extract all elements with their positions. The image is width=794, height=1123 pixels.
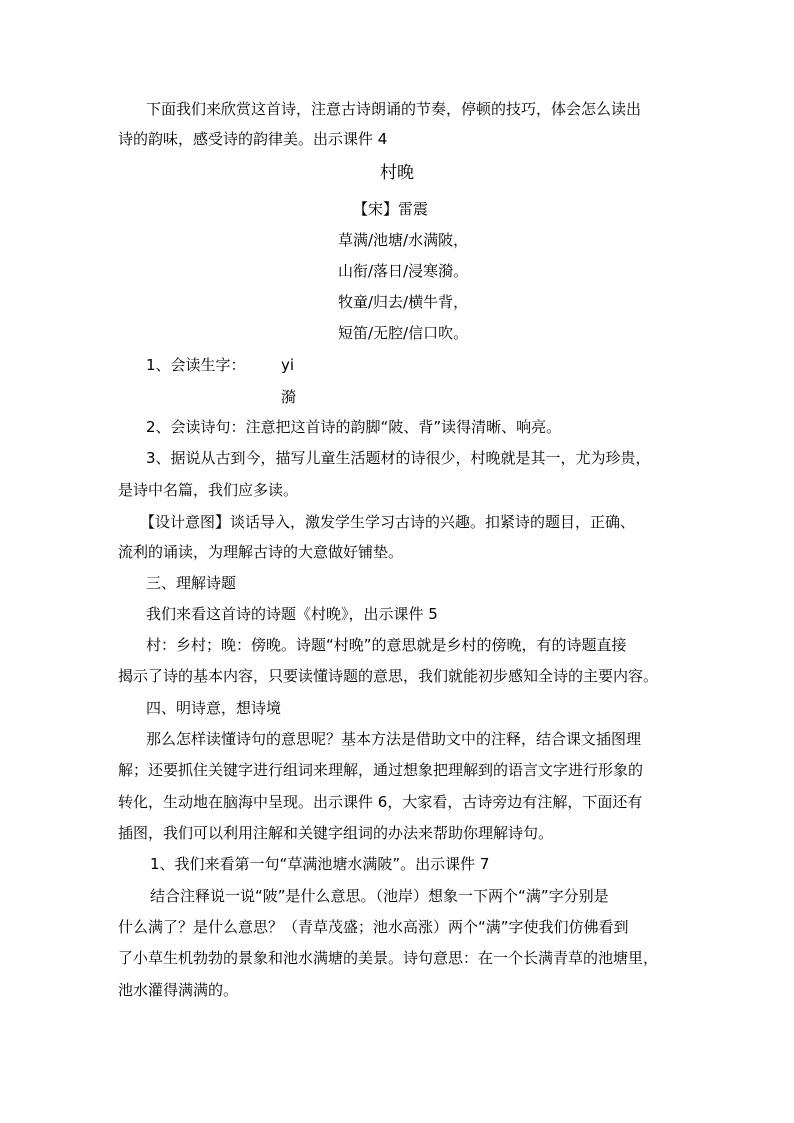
item3-line-2: 是诗中名篇，我们应多读。 <box>118 481 299 499</box>
section4-heading: 四、明诗意，想诗境 <box>146 699 282 717</box>
section3-line-3: 揭示了诗的基本内容，只要读懂诗题的意思，我们就能初步感知全诗的主要内容。 <box>118 667 659 685</box>
section3-heading: 三、理解诗题 <box>146 574 237 592</box>
item1-char: 漪 <box>281 388 297 406</box>
section4-sub1-line-3: 了小草生机勃勃的景象和池水满塘的美景。诗句意思：在一个长满青草的池塘里， <box>118 949 659 967</box>
poem-line-1: 草满/池塘/水满陂， <box>338 231 469 249</box>
section3-line-1: 我们来看这首诗的诗题《村晚》，出示课件 5 <box>146 605 438 623</box>
item1-pinyin: yi <box>281 356 295 374</box>
poem-title: 村晚 <box>380 163 414 183</box>
section4-sub1-line-4: 池水灌得满满的。 <box>118 981 239 999</box>
item3-line-1: 3、据说从古到今，描写儿童生活题材的诗很少，村晚就是其一，尤为珍贵， <box>146 449 651 467</box>
item2-line: 2、会读诗句：注意把这首诗的韵脚“陂、背”读得清晰、响亮。 <box>146 418 562 436</box>
section4-line-4: 插图，我们可以利用注解和关键字组词的办法来帮助你理解诗句。 <box>118 824 554 842</box>
poem-line-2: 山衔/落日/浸寒漪。 <box>338 262 469 280</box>
poem-author: 【宋】雷震 <box>353 200 429 218</box>
poem-line-3: 牧童/归去/横牛背， <box>338 293 469 311</box>
design-intent-line-2: 流利的诵读，为理解古诗的大意做好铺垫。 <box>118 543 404 561</box>
section4-line-2: 解；还要抓住关键字进行组词来理解，通过想象把理解到的语言文字进行形象的 <box>118 761 644 779</box>
intro-line-2: 诗的韵味，感受诗的韵律美。出示课件 4 <box>118 130 388 148</box>
section4-line-1: 那么怎样读懂诗句的意思呢？基本方法是借助文中的注释，结合课文插图理 <box>146 730 642 748</box>
section4-sub1: 1、我们来看第一句“草满池塘水满陂”。出示课件 7 <box>150 855 490 873</box>
design-intent-line-1: 【设计意图】谈话导入，激发学生学习古诗的兴趣。扣紧诗的题目，正确、 <box>140 513 636 531</box>
poem-line-4: 短笛/无腔/信口吹。 <box>338 324 469 342</box>
section4-sub1-line-2: 什么满了？是什么意思？（青草茂盛；池水高涨）两个“满”字使我们仿佛看到 <box>118 918 629 936</box>
section4-line-3: 转化，生动地在脑海中呈现。出示课件 6，大家看，古诗旁边有注解，下面还有 <box>118 793 643 811</box>
item1-label: 1、会读生字： <box>146 356 246 374</box>
section3-line-2: 村：乡村；晚：傍晚。诗题“村晚”的意思就是乡村的傍晚，有的诗题直接 <box>146 636 627 654</box>
section4-sub1-line-1: 结合注释说一说“陂”是什么意思。（池岸）想象一下两个“满”字分别是 <box>150 887 609 905</box>
intro-line-1: 下面我们来欣赏这首诗，注意古诗朗诵的节奏，停顿的技巧，体会怎么读出 <box>146 100 642 118</box>
